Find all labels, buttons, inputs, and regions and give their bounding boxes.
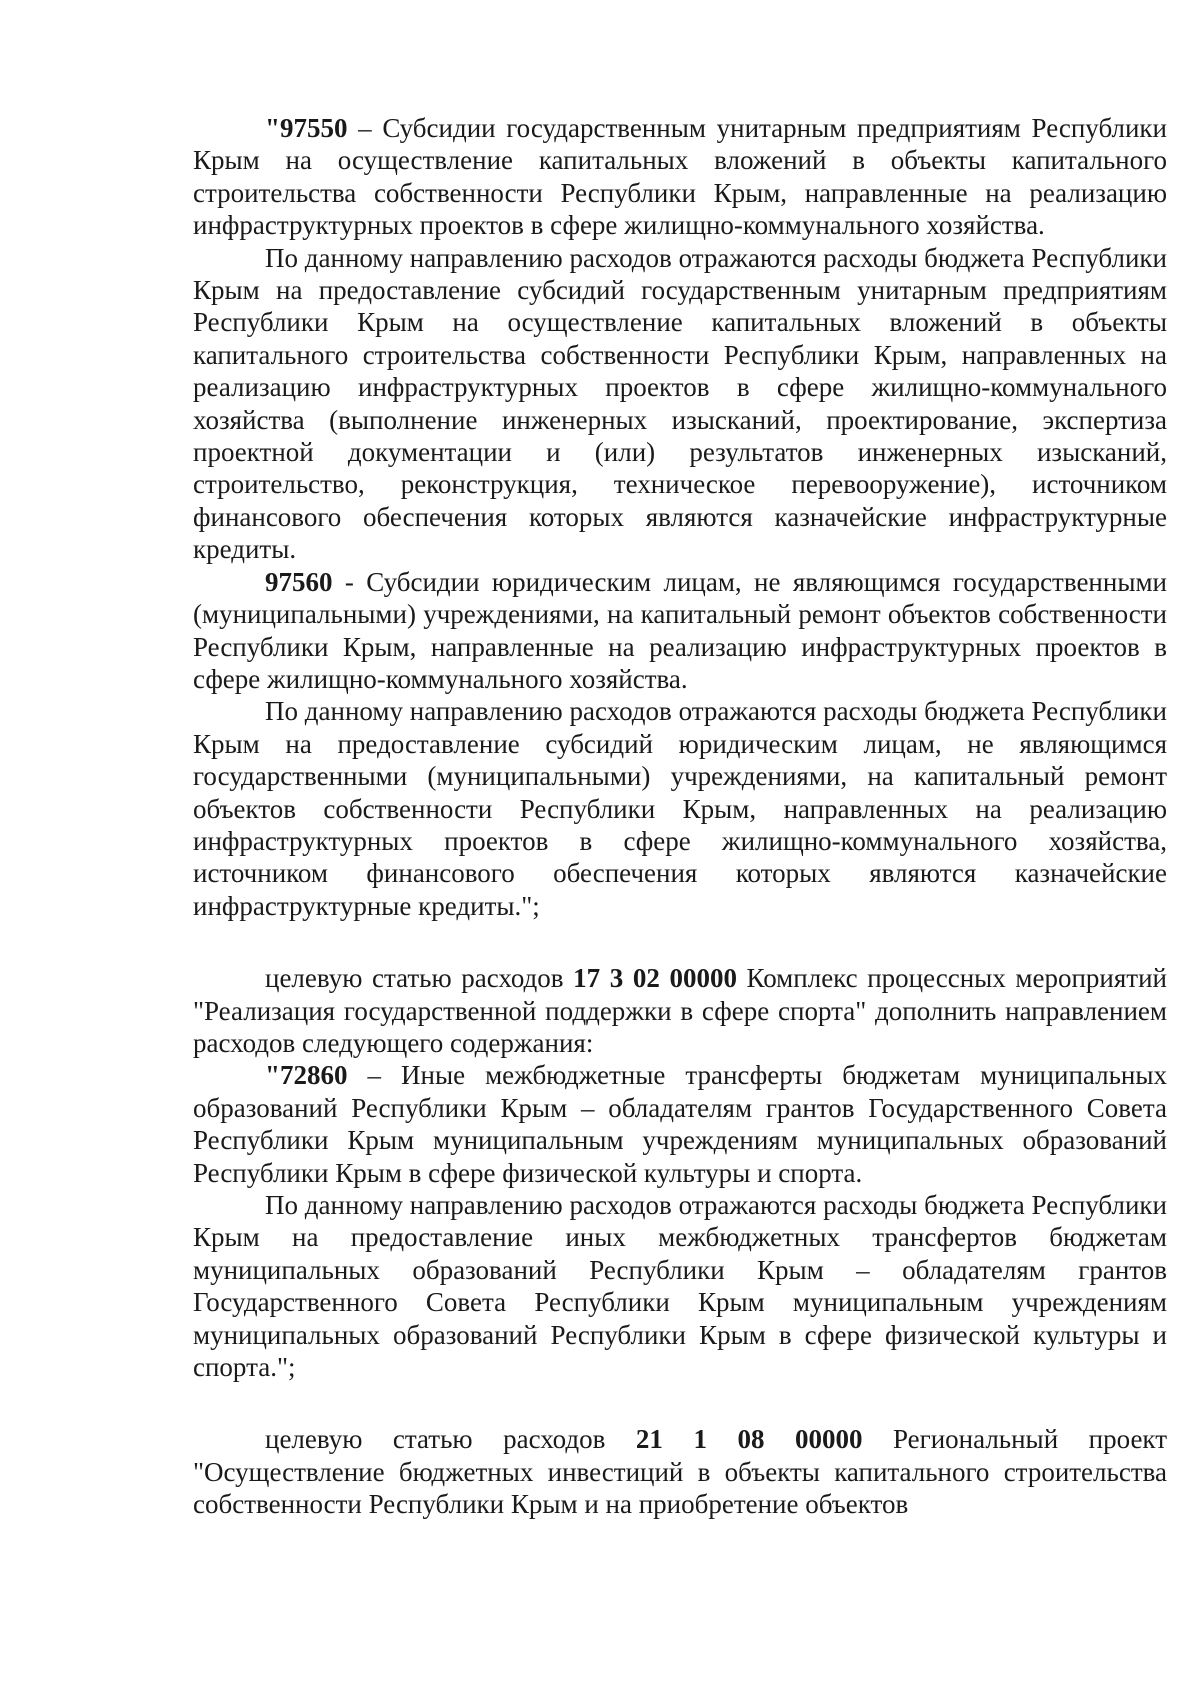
article-code-21-1-08: 21 1 08 00000 bbox=[635, 1424, 863, 1455]
article-text: Региональный проект "Осуществление бюджетных инвестиций в объекты капитального строительства собственности Республики Крым и на приобретение объектов bbox=[193, 1424, 1167, 1520]
paragraph-gap bbox=[193, 1383, 1167, 1423]
paragraph-gap bbox=[193, 922, 1167, 962]
paragraph-97550-description: По данному направлению расходов отражаются расходы бюджета Республики Крым на предоставление субсидий государственным унитарным предприятиям Республики Крым на осуществление капитальных вложений в объекты капитального строительства собственности Республики Крым, направленных на реализацию инфраструктурных проектов в сфере жилищно-коммунального хозяйства (выполнение инженерных изысканий, проектирование, экспертиза проектной документации и (или) результатов инженерных изысканий, строительство, реконструкция, техническое перевооружение), источником финансового обеспечения которых являются казначейские инфраструктурные кредиты. bbox=[193, 242, 1167, 565]
text-72860: – Иные межбюджетные трансферты бюджетам муниципальных образований Республики Крым – обладателям грантов Государственного Совета Республики Крым муниципальным учреждениям муниципальных образований Республики Крым в сфере физической культуры и спорта. bbox=[193, 1060, 1167, 1188]
paragraph-97550 bbox=[193, 112, 1167, 242]
text-97560: - Субсидии юридическим лицам, не являющимся государственными (муниципальными) учреждениями, на капитальный ремонт объектов собственности Республики Крым, направленные на реализацию инфраструктурных проектов в сфере жилищно-коммунального хозяйства. bbox=[193, 566, 1167, 694]
paragraph-72860 bbox=[193, 1059, 1167, 1189]
code-72860: "72860 bbox=[265, 1060, 348, 1091]
document-page bbox=[193, 112, 1167, 1521]
paragraph-97560-description: По данному направлению расходов отражаются расходы бюджета Республики Крым на предоставление субсидий юридическим лицам, не являющимся государственными (муниципальными) учреждениями, на капитальный ремонт объектов собственности Республики Крым, направленных на реализацию инфраструктурных проектов в сфере жилищно-коммунального хозяйства, источником финансового обеспечения которых являются казначейские инфраструктурные кредиты."; bbox=[193, 696, 1167, 921]
paragraph-72860-description: По данному направлению расходов отражаются расходы бюджета Республики Крым на предоставление иных межбюджетных трансфертов бюджетам муниципальных образований Республики Крым – обладателям грантов Государственного Совета Республики Крым муниципальным учреждениям муниципальных образований Республики Крым в сфере физической культуры и спорта."; bbox=[193, 1190, 1167, 1383]
article-prefix: целевую статью расходов bbox=[265, 1424, 636, 1455]
article-code-17-3-02: 17 3 02 00000 bbox=[573, 963, 737, 994]
paragraph-article-21-1-08 bbox=[193, 1423, 1167, 1520]
paragraph-97560 bbox=[193, 566, 1167, 696]
text-97550: – Субсидии государственным унитарным предприятиям Республики Крым на осуществление капитальных вложений в объекты капитального строительства собственности Республики Крым, направленные на реализацию инфраструктурных проектов в сфере жилищно-коммунального хозяйства. bbox=[193, 113, 1167, 241]
article-text: Комплекс процессных мероприятий "Реализация государственной поддержки в сфере спорта" дополнить направлением расходов следующего содержания: bbox=[193, 963, 1167, 1058]
paragraph-article-17-3-02 bbox=[193, 962, 1167, 1059]
article-prefix: целевую статью расходов bbox=[265, 963, 574, 994]
code-97560: 97560 bbox=[265, 566, 333, 597]
code-97550: "97550 bbox=[265, 113, 348, 143]
